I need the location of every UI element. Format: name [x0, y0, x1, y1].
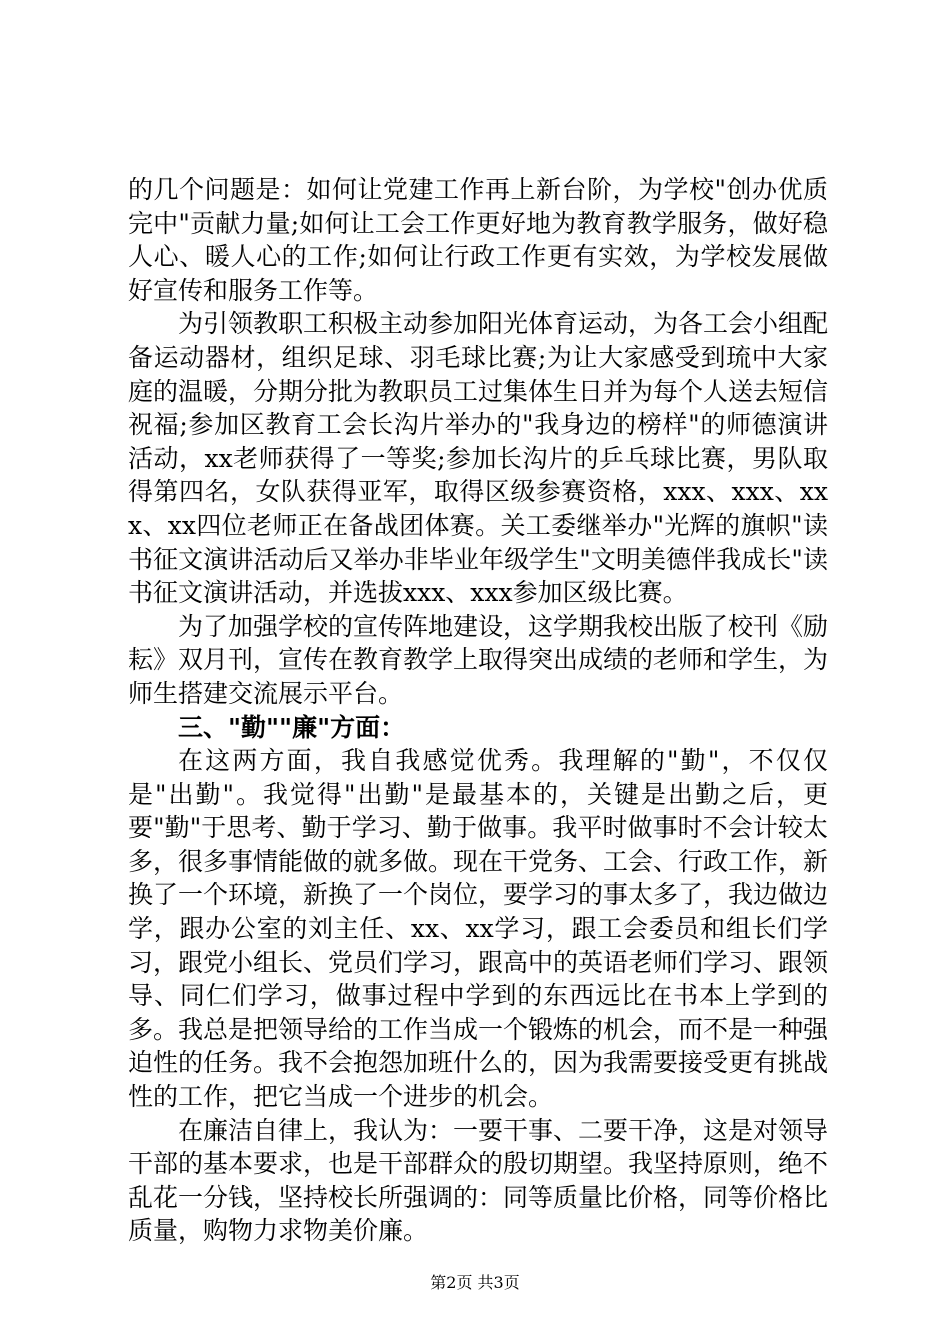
paragraph-4: 在这两方面，我自我感觉优秀。我理解的"勤"，不仅仅是"出勤"。我觉得"出勤"是最基本的，关键是出勤之后，更要"勤"于思考、勤于学习、勤于做事。我平时做事时不会计较太多，很多事情能做的就多做。现在干党务、工会、行政工作，新换了一个环境，新换了一个岗位，要学习的事太多了，我边做边学，跟办公室的刘主任、xx、xx学习，跟工会委员和组长们学习，跟党小组长、党员们学习，跟高中的英语老师们学习、跟领导、同仁们学习，做事过程中学到的东西远比在书本上学到的多。我总是把领导给的工作当成一个锻炼的机会，而不是一种强迫性的任务。我不会抱怨加班什么的，因为我需要接受更有挑战性的工作，把它当成一个进步的机会。 [128, 746, 829, 1112]
document-body [128, 173, 828, 1248]
paragraph-2: 为引领教职工积极主动参加阳光体育运动，为各工会小组配备运动器材，组织足球、羽毛球比赛;为让大家感受到琉中大家庭的温暖，分期分批为教职员工过集体生日并为每个人送去短信祝福;参加区教育工会长沟片举办的"我身边的榜样"的师德演讲活动，xx老师获得了一等奖;参加长沟片的乒乓球比赛，男队取得第四名，女队获得亚军，取得区级参赛资格，xxx、xxx、xxx、xx四位老师正在备战团体赛。关工委继举办"光辉的旗帜"读书征文演讲活动后又举办非毕业年级学生"文明美德伴我成长"读书征文演讲活动，并选拔xxx、xxx参加区级比赛。 [128, 309, 829, 608]
paragraph-3: 为了加强学校的宣传阵地建设，这学期我校出版了校刊《励耘》双月刊，宣传在教育教学上取得突出成绩的老师和学生，为师生搭建交流展示平台。 [128, 611, 829, 708]
paragraph-5: 在廉洁自律上，我认为：一要干事、二要干净，这是对领导干部的基本要求，也是干部群众的殷切期望。我坚持原则，绝不乱花一分钱，坚持校长所强调的：同等质量比价格，同等价格比质量，购物力求物美价廉。 [128, 1115, 829, 1246]
paragraph-1: 的几个问题是：如何让党建工作再上新台阶，为学校"创办优质完中"贡献力量;如何让工会工作更好地为教育教学服务，做好稳人心、暖人心的工作;如何让行政工作更有实效，为学校发展做好宣传和服务工作等。 [128, 175, 828, 305]
section-heading: 三、"勤""廉"方面： [178, 712, 406, 742]
page-number-footer: 第2页 共3页 [430, 1273, 520, 1292]
